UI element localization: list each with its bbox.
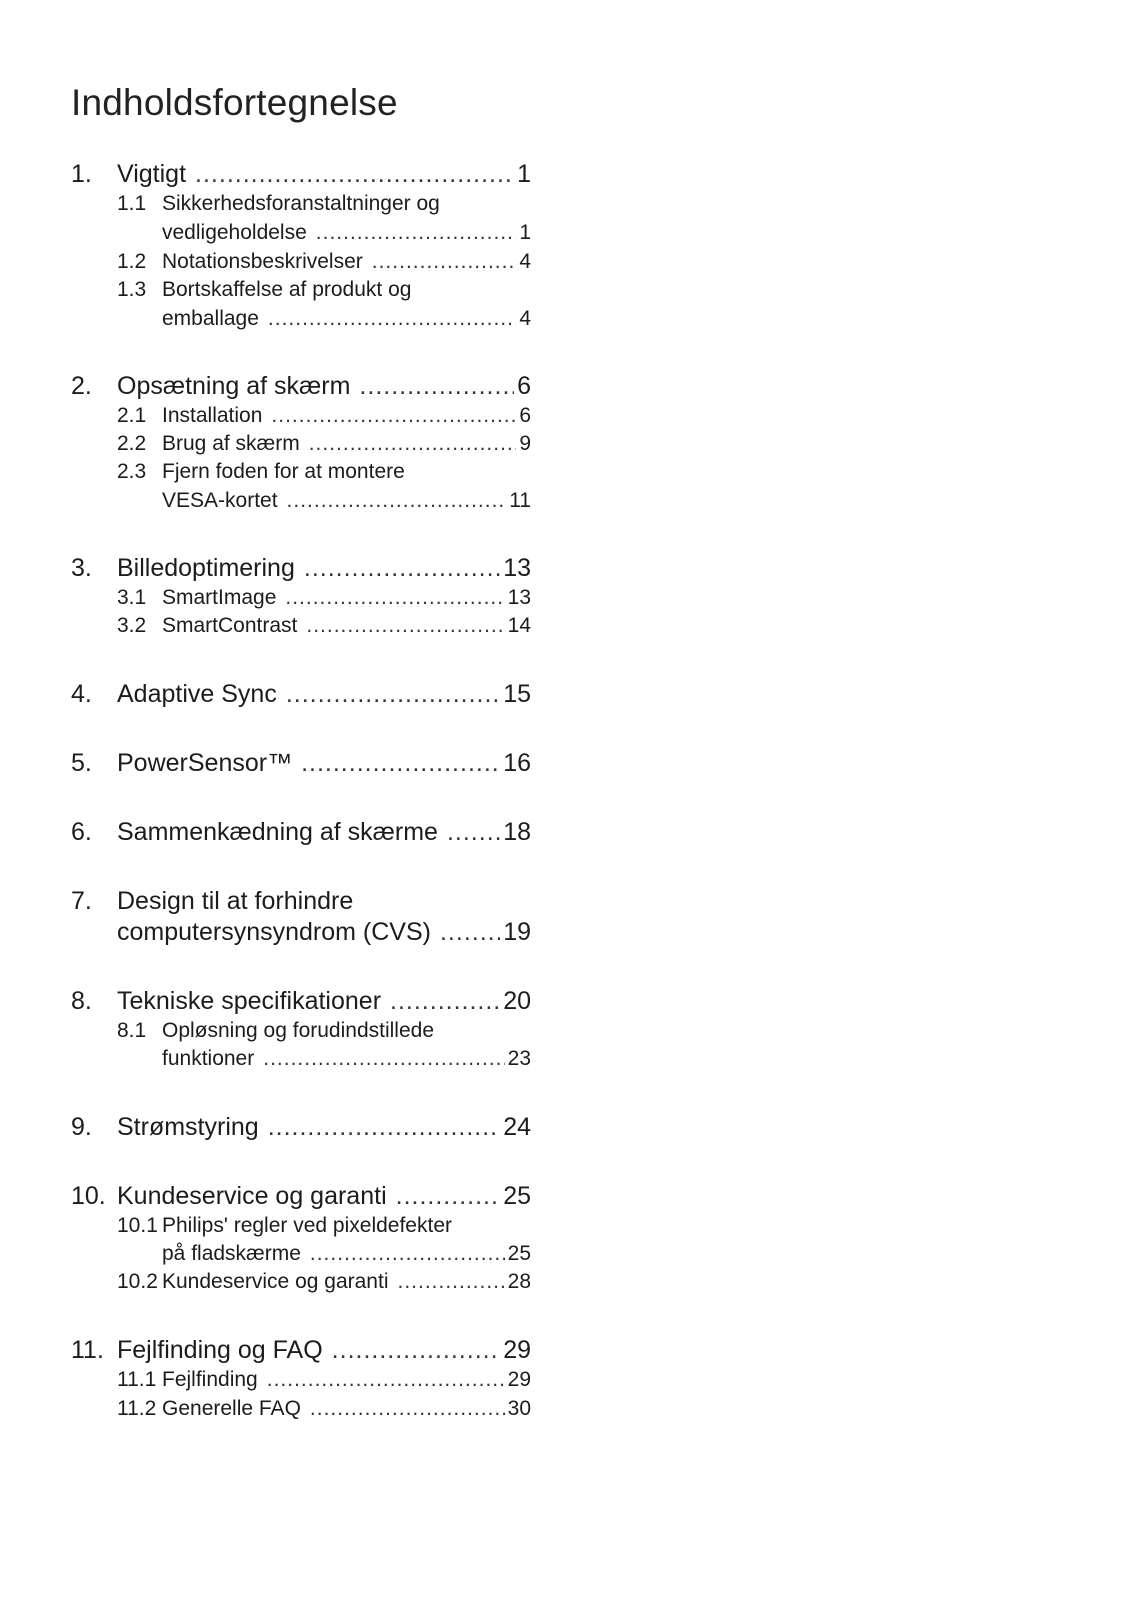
section-title: Vigtigt: [117, 160, 187, 188]
section-number: 11.: [71, 1336, 104, 1364]
subsection-title-line1: Philips' regler ved pixeldefekter: [162, 1214, 452, 1237]
subsection-title: på fladskærme: [162, 1242, 301, 1265]
toc-subsection-10-1-cont[interactable]: [117, 1239, 531, 1268]
section-number: 8.: [71, 987, 92, 1015]
subsection-title: Fejlfinding: [162, 1368, 258, 1391]
subsection-number: 11.2: [117, 1397, 157, 1420]
subsection-number: 2.3: [117, 460, 147, 483]
toc-subsection-8-1-cont[interactable]: [117, 1044, 531, 1073]
section-number: 10.: [71, 1182, 106, 1210]
page-number: 1: [517, 160, 531, 188]
dot-leader: [301, 745, 500, 781]
subsection-title: VESA-kortet: [162, 489, 278, 512]
page-number: 24: [503, 1113, 531, 1141]
toc-section-5[interactable]: [71, 745, 531, 781]
section-title: Kundeservice og garanti: [117, 1182, 387, 1210]
toc-subsection-1-2[interactable]: [117, 247, 531, 276]
section-title: Tekniske specifikationer: [117, 987, 382, 1015]
dot-leader: [267, 1365, 505, 1394]
section-title: Fejlfinding og FAQ: [117, 1336, 323, 1364]
dot-leader: [309, 429, 517, 458]
dot-leader: [263, 1044, 504, 1073]
page-number: 4: [519, 307, 531, 330]
dot-leader: [195, 156, 514, 192]
subsection-number: 8.1: [117, 1019, 147, 1042]
toc-subsection-11-2[interactable]: [117, 1394, 531, 1423]
subsection-title: funktioner: [162, 1047, 255, 1070]
dot-leader: [332, 1332, 501, 1368]
toc-section-7-cont[interactable]: [71, 914, 531, 950]
toc-section-4[interactable]: [71, 676, 531, 712]
dot-leader: [286, 676, 500, 712]
page-number: 13: [507, 586, 531, 609]
dot-leader: [271, 401, 516, 430]
dot-leader: [268, 1109, 501, 1145]
toc-subsection-2-3-cont[interactable]: [117, 486, 531, 515]
toc-section-10[interactable]: [71, 1178, 531, 1214]
subsection-title-line1: Fjern foden for at montere: [162, 460, 405, 483]
page-title: Indholdsfortegnelse: [71, 82, 398, 123]
dot-leader: [447, 814, 500, 850]
toc-subsection-10-1[interactable]: [117, 1211, 531, 1240]
subsection-number: 11.1: [117, 1368, 157, 1391]
section-title-line1: Design til at forhindre: [117, 887, 354, 915]
page-number: 14: [507, 614, 531, 637]
dot-leader: [304, 550, 500, 586]
section-title: Billedoptimering: [117, 554, 295, 582]
toc-subsection-1-1-cont[interactable]: [117, 218, 531, 247]
page-number: 6: [517, 372, 531, 400]
dot-leader: [310, 1394, 505, 1423]
section-title: Sammenkædning af skærme: [117, 818, 438, 846]
page-number: 4: [519, 250, 531, 273]
page-number: 20: [503, 987, 531, 1015]
toc-subsection-1-3-cont[interactable]: [117, 304, 531, 333]
subsection-number: 3.2: [117, 614, 147, 637]
toc-subsection-3-1[interactable]: [117, 583, 531, 612]
section-title: PowerSensor™: [117, 749, 293, 777]
section-number: 4.: [71, 680, 92, 708]
dot-leader: [440, 914, 500, 950]
page-number: 29: [503, 1336, 531, 1364]
dot-leader: [285, 583, 504, 612]
dot-leader: [372, 247, 517, 276]
toc-subsection-3-2[interactable]: [117, 611, 531, 640]
section-title: Strømstyring: [117, 1113, 259, 1141]
subsection-title: SmartImage: [162, 586, 277, 609]
dot-leader: [359, 368, 514, 404]
subsection-number: 10.1: [117, 1214, 158, 1237]
toc-subsection-2-2[interactable]: [117, 429, 531, 458]
page-number: 30: [507, 1397, 531, 1420]
subsection-number: 1.1: [117, 192, 147, 215]
subsection-title: Generelle FAQ: [162, 1397, 301, 1420]
toc-subsection-2-1[interactable]: [117, 401, 531, 430]
toc-section-1[interactable]: [71, 156, 531, 192]
section-number: 9.: [71, 1113, 92, 1141]
dot-leader: [316, 218, 517, 247]
subsection-number: 2.1: [117, 404, 147, 427]
toc-section-3[interactable]: [71, 550, 531, 586]
page-number: 15: [503, 680, 531, 708]
toc-subsection-10-2[interactable]: [117, 1267, 531, 1296]
page-number: 16: [503, 749, 531, 777]
toc-section-8[interactable]: [71, 983, 531, 1019]
page-number: 23: [507, 1047, 531, 1070]
subsection-number: 3.1: [117, 586, 147, 609]
dot-leader: [268, 304, 516, 333]
page-number: 28: [507, 1270, 531, 1293]
toc-section-11[interactable]: [71, 1332, 531, 1368]
subsection-title-line1: Sikkerhedsforanstaltninger og: [162, 192, 440, 215]
subsection-number: 2.2: [117, 432, 147, 455]
toc-subsection-1-3[interactable]: [117, 275, 531, 304]
dot-leader: [397, 1267, 504, 1296]
page-number: 13: [503, 554, 531, 582]
dot-leader: [306, 611, 504, 640]
toc-subsection-8-1[interactable]: [117, 1016, 531, 1045]
subsection-title: Installation: [162, 404, 263, 427]
toc-subsection-2-3[interactable]: [117, 457, 531, 486]
page-number: 29: [507, 1368, 531, 1391]
section-title: Adaptive Sync: [117, 680, 277, 708]
dot-leader: [390, 983, 500, 1019]
page-number: 18: [503, 818, 531, 846]
dot-leader: [310, 1239, 505, 1268]
page-number: 25: [503, 1182, 531, 1210]
section-number: 5.: [71, 749, 92, 777]
subsection-title: vedligeholdelse: [162, 221, 307, 244]
subsection-title-line1: Bortskaffelse af produkt og: [162, 278, 412, 301]
subsection-title-line1: Opløsning og forudindstillede: [162, 1019, 434, 1042]
section-title: computersynsyndrom (CVS): [117, 918, 431, 946]
subsection-title: Notationsbeskrivelser: [162, 250, 363, 273]
section-title: Opsætning af skærm: [117, 372, 351, 400]
toc-section-6[interactable]: [71, 814, 531, 850]
section-number: 6.: [71, 818, 92, 846]
page-number: 9: [519, 432, 531, 455]
page-number: 11: [509, 489, 531, 512]
page-number: 25: [507, 1242, 531, 1265]
section-number: 1.: [71, 160, 92, 188]
subsection-title: Brug af skærm: [162, 432, 300, 455]
subsection-number: 1.3: [117, 278, 147, 301]
subsection-number: 1.2: [117, 250, 147, 273]
section-number: 3.: [71, 554, 92, 582]
dot-leader: [396, 1178, 501, 1214]
page-number: 6: [519, 404, 531, 427]
dot-leader: [287, 486, 507, 515]
page-number: 19: [503, 918, 531, 946]
subsection-title: SmartContrast: [162, 614, 298, 637]
toc-subsection-1-1[interactable]: [117, 189, 531, 218]
subsection-title: emballage: [162, 307, 259, 330]
subsection-number: 10.2: [117, 1270, 158, 1293]
section-number: 2.: [71, 372, 92, 400]
toc-section-9[interactable]: [71, 1109, 531, 1145]
toc-subsection-11-1[interactable]: [117, 1365, 531, 1394]
section-number: 7.: [71, 887, 92, 915]
toc-section-2[interactable]: [71, 368, 531, 404]
page-number: 1: [519, 221, 531, 244]
subsection-title: Kundeservice og garanti: [162, 1270, 389, 1293]
